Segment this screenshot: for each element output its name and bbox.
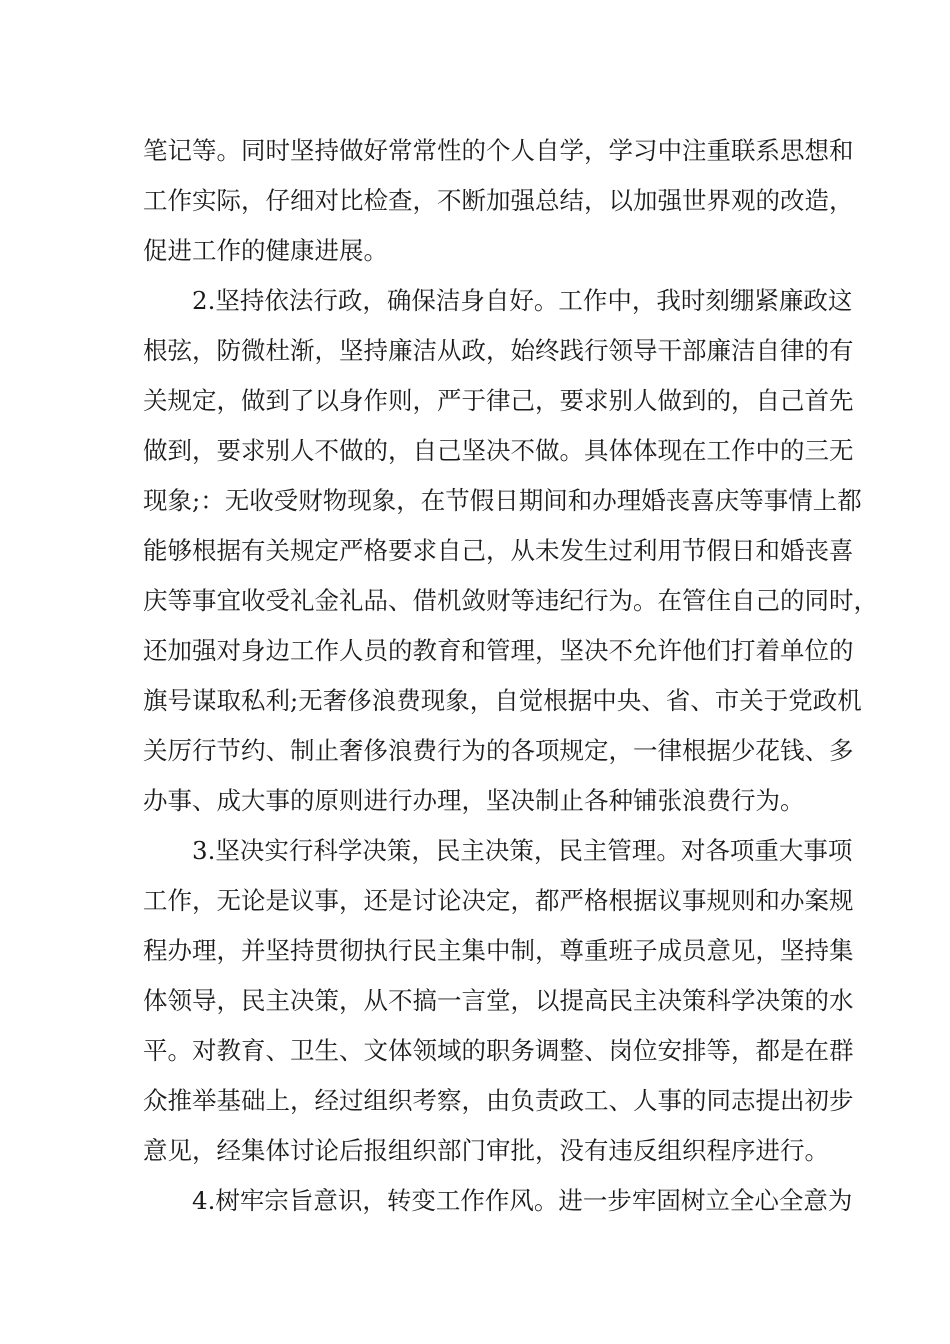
text-line: 做到，要求别人不做的，自己坚决不做。具体体现在工作中的三无 xyxy=(143,436,854,465)
text-line: 办事、成大事的原则进行办理，坚决制止各种铺张浪费行为。 xyxy=(143,786,805,815)
text-line: 促进工作的健康进展。 xyxy=(143,236,388,265)
text-line: 庆等事宜收受礼金礼品、借机敛财等违纪行为。在管住自己的同时， xyxy=(143,586,878,615)
text-line: 程办理，并坚持贯彻执行民主集中制，尊重班子成员意见，坚持集 xyxy=(143,936,854,965)
text-line: 3.坚决实行科学决策，民主决策，民主管理。对各项重大事项 xyxy=(192,836,853,865)
text-line: 还加强对身边工作人员的教育和管理，坚决不允许他们打着单位的 xyxy=(143,636,854,665)
document-body xyxy=(143,126,878,1226)
text-line: 关厉行节约、制止奢侈浪费行为的各项规定，一律根据少花钱、多 xyxy=(143,736,854,765)
text-line: 意见，经集体讨论后报组织部门审批，没有违反组织程序进行。 xyxy=(143,1136,829,1165)
text-line: 4.树牢宗旨意识，转变工作作风。进一步牢固树立全心全意为 xyxy=(192,1186,853,1215)
text-line: 旗号谋取私利;无奢侈浪费现象，自觉根据中央、省、市关于党政机 xyxy=(143,686,862,715)
text-line: 工作实际，仔细对比检查，不断加强总结，以加强世界观的改造， xyxy=(143,186,854,215)
text-line: 平。对教育、卫生、文体领域的职务调整、岗位安排等，都是在群 xyxy=(143,1036,854,1065)
text-line: 根弦，防微杜渐，坚持廉洁从政，始终践行领导干部廉洁自律的有 xyxy=(143,336,854,365)
text-line: 工作，无论是议事，还是讨论决定，都严格根据议事规则和办案规 xyxy=(143,886,854,915)
text-line: 笔记等。同时坚持做好常常性的个人自学，学习中注重联系思想和 xyxy=(143,136,854,165)
text-line: 2.坚持依法行政，确保洁身自好。工作中，我时刻绷紧廉政这 xyxy=(192,286,853,315)
text-line: 众推举基础上，经过组织考察，由负责政工、人事的同志提出初步 xyxy=(143,1086,854,1115)
text-line: 现象;：无收受财物现象，在节假日期间和办理婚丧喜庆等事情上都 xyxy=(143,486,862,515)
text-line: 关规定，做到了以身作则，严于律己，要求别人做到的，自己首先 xyxy=(143,386,854,415)
text-line: 体领导，民主决策，从不搞一言堂，以提高民主决策科学决策的水 xyxy=(143,986,854,1015)
text-line: 能够根据有关规定严格要求自己，从未发生过利用节假日和婚丧喜 xyxy=(143,536,854,565)
